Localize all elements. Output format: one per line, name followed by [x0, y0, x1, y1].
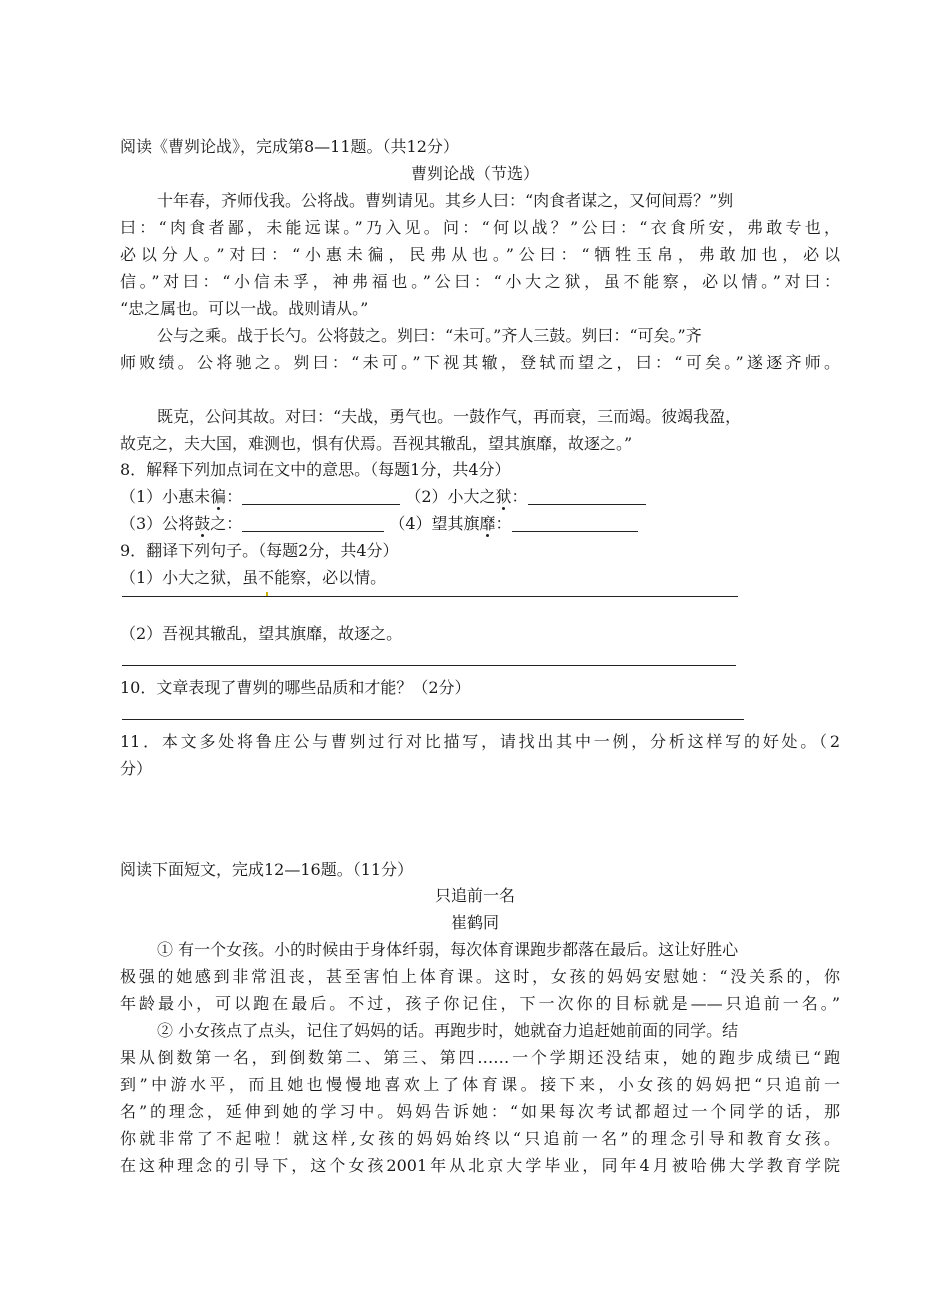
passage1-para1-line: 信。”对曰：“小信未孚，神弗福也。”公曰：“小大之狱，虽不能察，必以情。”对曰： [120, 272, 840, 291]
passage2-para1-line: 极强的她感到非常沮丧，甚至害怕上体育课。这时，女孩的妈妈安慰她：“没关系的，你 [120, 967, 840, 986]
passage-author: 崔鹤同 [450, 913, 499, 932]
question-11-stem-line: 11．本文多处将鲁庄公与曹刿过行对比描写，请找出其中一例，分析这样写的好处。（2 [120, 732, 840, 751]
question-9-sentence-1: （1）小大之狱，虽不能察，必以情。 [120, 568, 387, 587]
question-9-sentence-2: （2）吾视其辙乱，望其旗靡，故逐之。 [120, 624, 403, 643]
q8-answer-blank-3[interactable] [242, 515, 384, 532]
passage1-para2-line: 公与之乘。战于长勺。公将鼓之。刿曰：“未可。”齐人三鼓。刿曰：“可矣。”齐 [157, 326, 702, 345]
passage1-para1-line: 必以分人。”对曰：“小惠未徧，民弗从也。”公曰：“牺牲玉帛，弗敢加也，必以 [120, 245, 840, 264]
q8-item-3: （3）公将鼓之： [120, 514, 243, 533]
passage2-para2-line: 在这种理念的引导下，这个女孩2001年从北京大学毕业，同年4月被哈佛大学教育学院 [120, 1156, 840, 1175]
reading-intro-2: 阅读下面短文，完成12—16题。（11分） [120, 860, 414, 879]
q8-answer-blank-1[interactable] [242, 488, 400, 505]
q8-item-4: （4）望其旗靡： [389, 514, 512, 533]
question-8-row-2 [120, 514, 638, 534]
passage-title-2: 只追前一名 [434, 886, 515, 905]
question-11-stem-line: 分） [120, 759, 153, 778]
passage2-para1-line: 年龄最小，可以跑在最后。不过，孩子你记住，下一次你的目标就是——只追前一名。” [120, 994, 840, 1013]
passage1-para3-line: 既克，公问其故。对曰：“夫战，勇气也。一鼓作气，再而衰，三而竭。彼竭我盈， [157, 407, 742, 426]
passage2-para2-line: 你就非常了不起啦！就这样,女孩的妈妈始终以“只追前一名”的理念引导和教育女孩。 [120, 1129, 840, 1148]
q8-answer-blank-2[interactable] [528, 488, 646, 505]
passage-title-1: 曹刿论战（节选） [410, 164, 539, 183]
passage2-para2-line: 名”的理念，延伸到她的学习中。妈妈告诉她：“如果每次考试都超过一个同学的话，那 [120, 1102, 840, 1121]
q10-answer-line[interactable] [122, 719, 744, 720]
question-9-stem: 9．翻译下列句子。（每题2分，共4分） [120, 541, 399, 560]
passage1-para1-line: “忠之属也。可以一战。战则请从。” [120, 299, 369, 318]
question-10-stem: 10．文章表现了曹刿的哪些品质和才能？（2分） [120, 678, 471, 697]
q8-answer-blank-4[interactable] [512, 515, 638, 532]
passage1-para1-line: 曰：“肉食者鄙，未能远谋。”乃入见。问：“何以战？”公曰：“衣食所安，弗敢专也， [120, 218, 840, 237]
q8-item-1: （1）小惠未徧： [120, 487, 243, 506]
q8-item-2: （2）小大之狱： [405, 487, 528, 506]
passage2-para2-line: 果从倒数第一名，到倒数第二、第三、第四……一个学期还没结束，她的跑步成绩已“跑 [120, 1048, 840, 1067]
passage1-para2-line: 师败绩。公将驰之。刿曰：“未可。”下视其辙，登轼而望之，曰：“可矣。”遂逐齐师。 [120, 353, 840, 372]
question-8-stem: 8．解释下列加点词在文中的意思。（每题1分，共4分） [120, 460, 511, 479]
passage2-para2-line: ② 小女孩点了点头，记住了妈妈的话。再跑步时，她就奋力追赶她前面的同学。结 [157, 1021, 739, 1040]
passage2-para2-line: 到”中游水平，而且她也慢慢地喜欢上了体育课。接下来，小女孩的妈妈把“只追前一 [120, 1075, 840, 1094]
passage1-para3-line: 故克之，夫大国，难测也，惧有伏焉。吾视其辙乱，望其旗靡，故逐之。” [120, 434, 633, 453]
q9-answer-line-2[interactable] [122, 665, 736, 666]
q9-answer-line-1[interactable] [122, 596, 738, 597]
passage1-para1-line: 十年春，齐师伐我。公将战。曹刿请见。其乡人曰：“肉食者谋之，又何间焉？”刿 [157, 191, 734, 210]
passage2-para1-line: ① 有一个女孩。小的时候由于身体纤弱，每次体育课跑步都落在最后。这让好胜心 [157, 940, 739, 959]
reading-intro-1: 阅读《曹刿论战》，完成第8—11题。（共12分） [120, 137, 459, 156]
question-8-row-1 [120, 487, 646, 507]
